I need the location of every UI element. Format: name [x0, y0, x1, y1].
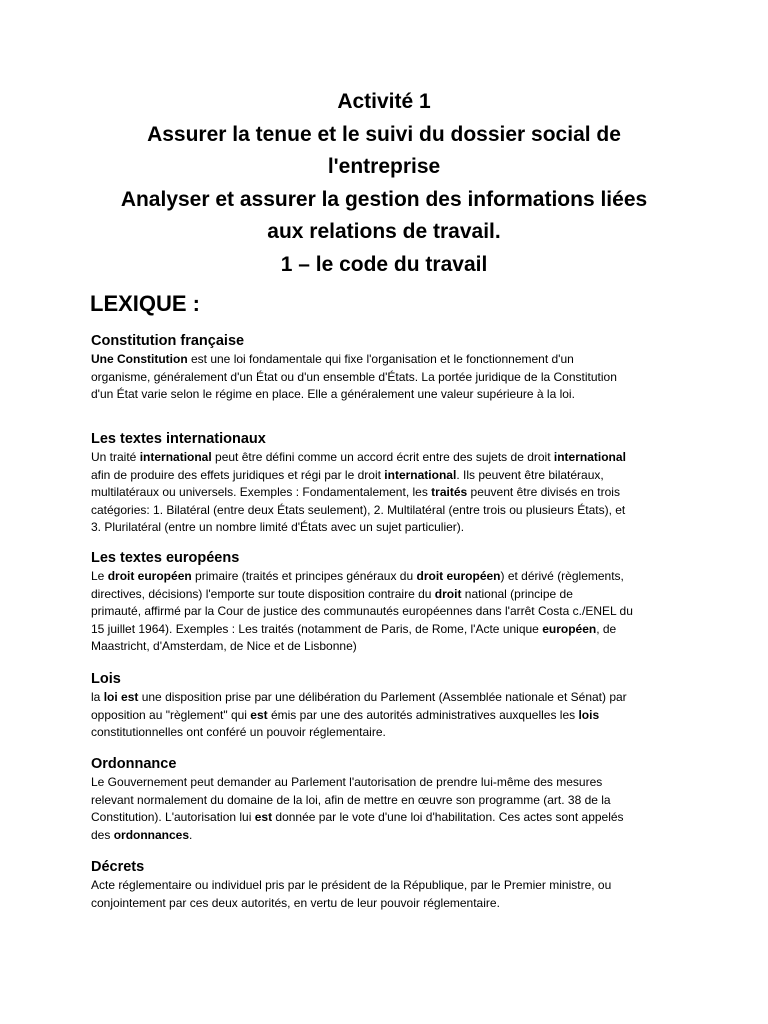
bold-term: loi est	[103, 690, 139, 704]
bold-term: lois	[578, 707, 600, 722]
title-line-4: Analyser et assurer la gestion des informations liées	[120, 187, 648, 211]
text-line: organisme, généralement d'un État ou d'un ensemble d'États. La portée juridique de la Constitution	[91, 369, 617, 384]
bold-term: droit européen	[416, 569, 501, 583]
text-line: multilatéraux ou universels. Exemples : Fondamentalement, les traités peuvent être divisés en trois	[91, 485, 620, 500]
bold-term: droit	[434, 586, 462, 601]
title-line-activity: Activité 1	[337, 90, 431, 113]
text-line: 3. Plurilatéral (entre un nombre limité d'États avec un sujet particulier).	[91, 520, 465, 535]
text-line: conjointement par ces deux autorités, en vertu de leur pouvoir réglementaire.	[91, 895, 500, 910]
bold-term: international	[139, 450, 212, 464]
title-line-2: Assurer la tenue et le suivi du dossier social de	[147, 122, 621, 146]
text-line: Une Constitution est une loi fondamentale qui fixe l'organisation et le fonctionnement d'un	[91, 352, 574, 366]
text-line: des ordonnances.	[91, 827, 193, 842]
text-line: la loi est une disposition prise par une délibération du Parlement (Assemblée nationale et Sénat) par	[91, 690, 627, 704]
text-line: Le droit européen primaire (traités et principes généraux du droit européen) et dérivé (règlements,	[91, 569, 624, 583]
text-line: d'un État varie selon le régime en place. Elle a généralement une valeur supérieure à la loi.	[91, 387, 575, 402]
section-body	[91, 689, 689, 742]
text-line: afin de produire des effets juridiques et régi par le droit international. Ils peuvent être bilatéraux,	[91, 467, 604, 482]
text-line: relevant normalement du domaine de la loi, afin de mettre en œuvre son programme (art. 38 de la	[91, 792, 611, 807]
text-line: constitutionnelles ont conféré un pouvoir réglementaire.	[91, 725, 386, 740]
text-line: Constitution). L'autorisation lui est donnée par le vote d'une loi d'habilitation. Ces actes sont appelés	[91, 810, 624, 825]
section-body	[91, 568, 689, 656]
text-line: opposition au "règlement" qui est émis par une des autorités administratives auxquelles les lois	[91, 707, 600, 722]
section-body	[91, 449, 689, 537]
section-heading: Constitution française	[91, 333, 245, 349]
section-constitution	[91, 331, 689, 404]
text-line: primauté, affirmé par la Cour de justice des communautés européennes dans l'arrêt Costa c./ENEL du	[91, 604, 633, 619]
section-textes-internationaux	[91, 429, 689, 537]
title-line-code-du-travail: 1 – le code du travail	[280, 252, 488, 276]
title-line-3: l'entreprise	[327, 155, 441, 178]
section-body	[91, 774, 689, 844]
text-line: catégories: 1. Bilatéral (entre deux États seulement), 2. Multilatéral (entre trois ou plusieurs États), et	[91, 502, 626, 517]
title-line-5: aux relations de travail.	[267, 220, 501, 243]
section-heading: Décrets	[91, 859, 145, 875]
bold-term: ordonnances	[113, 827, 190, 842]
text-line: Maastricht, d'Amsterdam, de Nice et de Lisbonne)	[91, 639, 357, 654]
lexique-heading: LEXIQUE :	[90, 291, 201, 316]
section-body	[91, 351, 689, 404]
section-ordonnance	[91, 754, 689, 844]
bold-term: est	[254, 810, 273, 825]
section-body	[91, 877, 689, 912]
bold-term: Une Constitution	[91, 352, 188, 366]
document-title	[60, 86, 708, 281]
bold-term: international	[553, 450, 626, 464]
bold-term: est	[250, 707, 268, 722]
section-heading: Ordonnance	[91, 756, 177, 772]
text-line: directives, décisions) l'emporte sur toute disposition contraire du droit national (principe de	[91, 586, 573, 601]
section-textes-europeens	[91, 548, 689, 656]
bold-term: traités	[431, 485, 468, 500]
text-line: Le Gouvernement peut demander au Parlement l'autorisation de prendre lui-même des mesures	[91, 775, 603, 789]
bold-term: européen	[542, 621, 597, 636]
section-heading: Lois	[91, 671, 121, 687]
bold-term: droit européen	[107, 569, 192, 583]
section-decrets	[91, 857, 689, 912]
text-line: 15 juillet 1964). Exemples : Les traités (notamment de Paris, de Rome, l'Acte unique européen, de	[91, 621, 617, 636]
section-heading: Les textes européens	[91, 550, 240, 566]
section-lois	[91, 669, 689, 742]
text-line: Acte réglementaire ou individuel pris par le président de la République, par le Premier ministre, ou	[91, 878, 612, 892]
bold-term: international	[384, 467, 457, 482]
section-heading: Les textes internationaux	[91, 431, 266, 447]
text-line: Un traité international peut être défini comme un accord écrit entre des sujets de droit international	[91, 450, 626, 464]
